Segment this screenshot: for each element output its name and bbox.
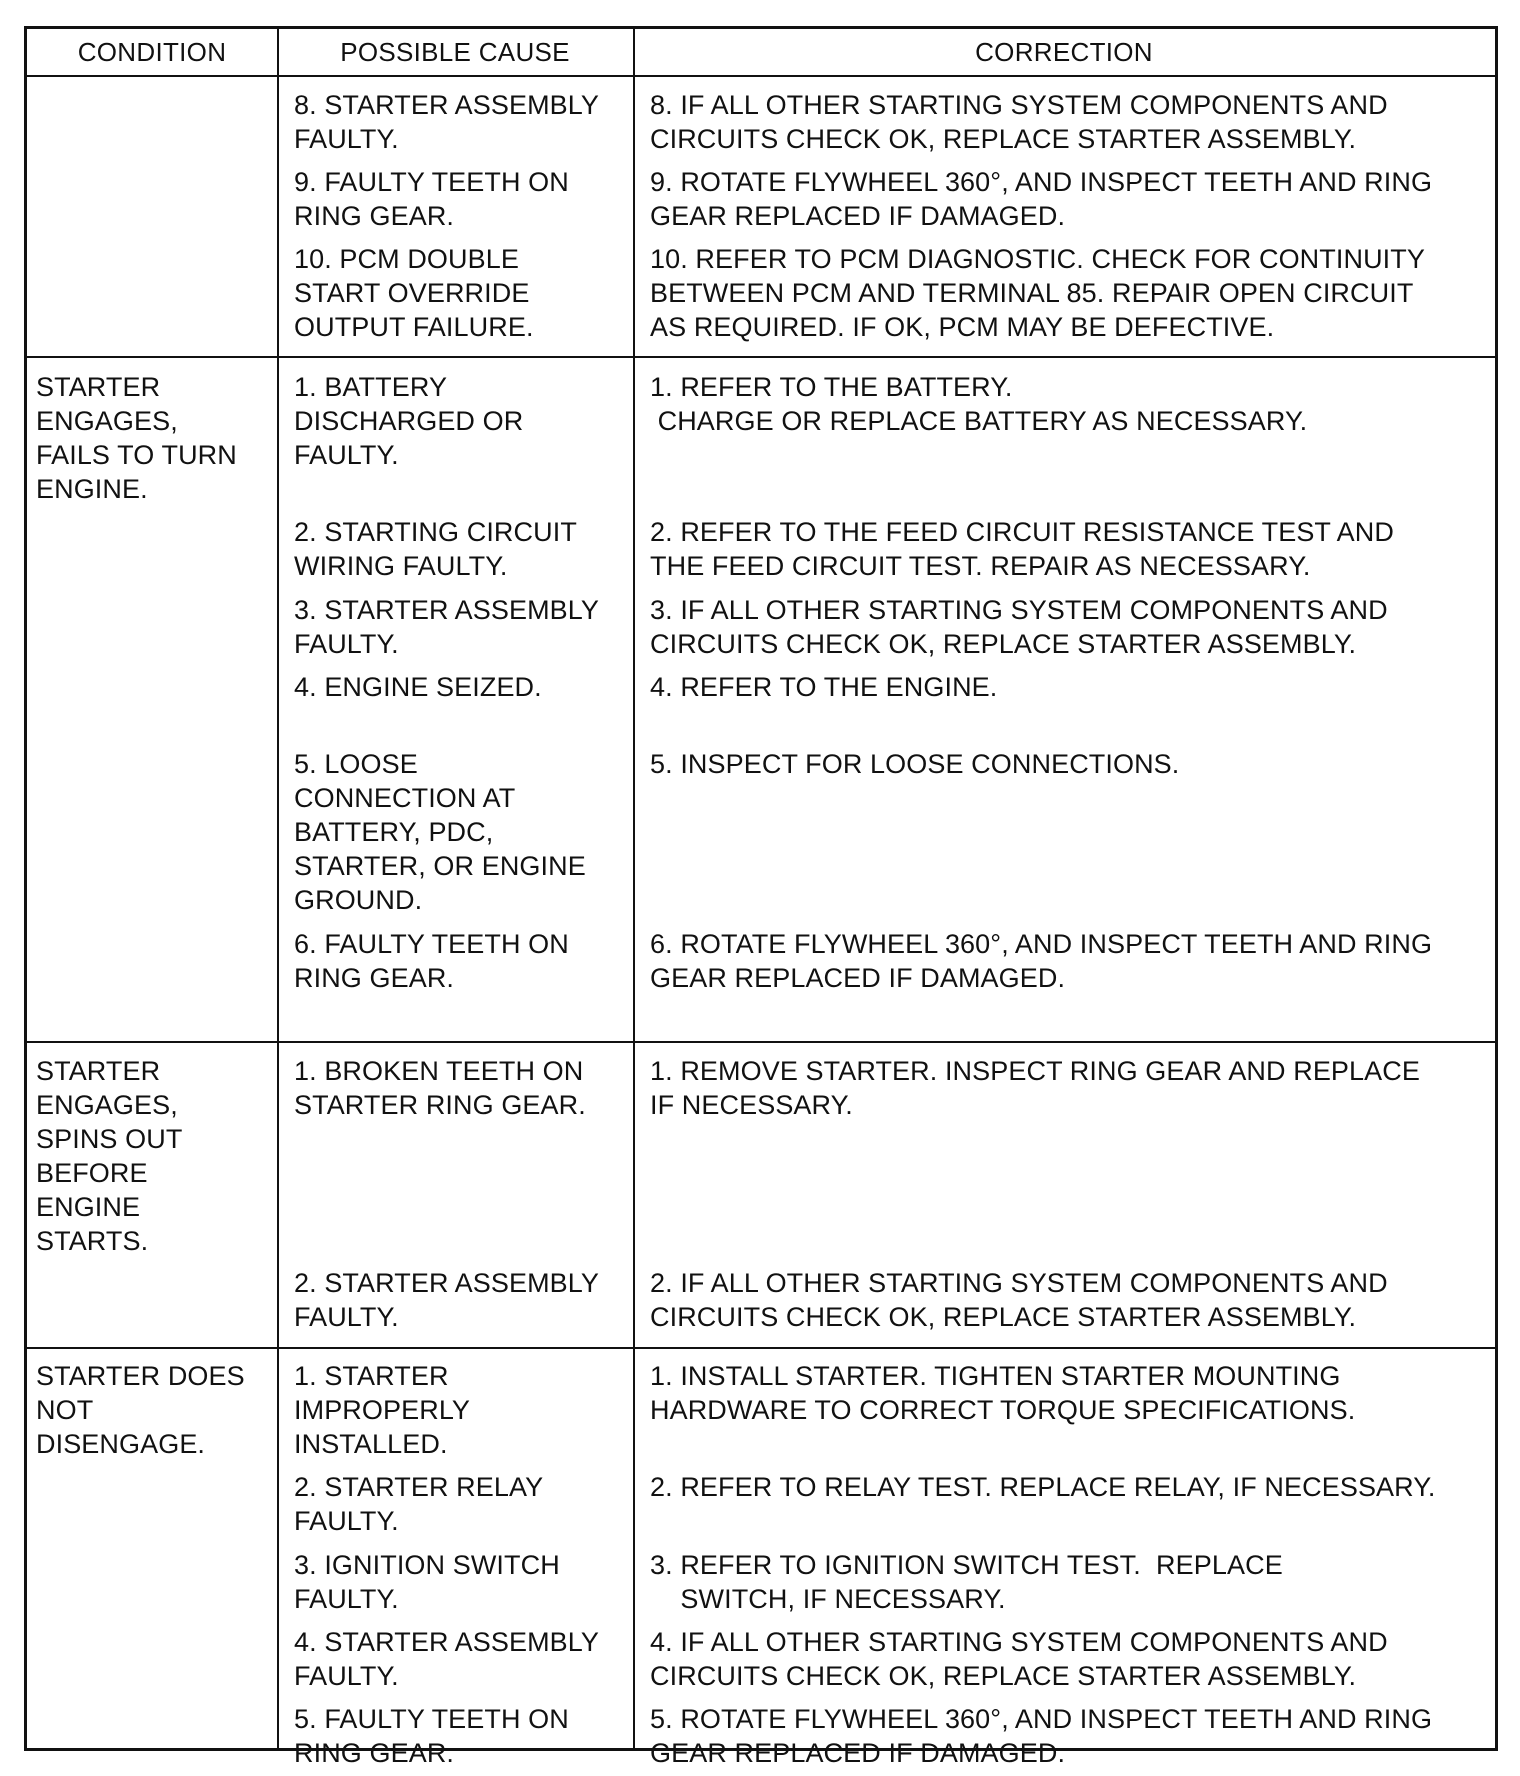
condition-cell: STARTER DOES NOT DISENGAGE. xyxy=(36,1361,245,1459)
header-possible-cause: POSSIBLE CAUSE xyxy=(340,37,570,67)
cause-cell: 2. STARTER RELAY FAULTY. xyxy=(294,1472,544,1536)
cause-cell: 4. STARTER ASSEMBLY FAULTY. xyxy=(294,1627,600,1691)
condition-cell: STARTER ENGAGES, SPINS OUT BEFORE ENGINE STARTS. xyxy=(36,1056,183,1256)
cause-cell: 9. FAULTY TEETH ON RING GEAR. xyxy=(294,167,569,231)
correction-cell: 3. REFER TO IGNITION SWITCH TEST. REPLACE SWITCH, IF NECESSARY. xyxy=(650,1550,1283,1614)
correction-cell: 2. REFER TO RELAY TEST. REPLACE RELAY, IF NECESSARY. xyxy=(650,1472,1436,1502)
correction-cell: 4. REFER TO THE ENGINE. xyxy=(650,672,998,702)
correction-cell: 10. REFER TO PCM DIAGNOSTIC. CHECK FOR CONTINUITY BETWEEN PCM AND TERMINAL 85. REPAIR OPEN CIRCUIT AS REQUIRED. IF OK, PCM MAY BE DEFECTIVE. xyxy=(650,244,1425,342)
cause-cell: 10. PCM DOUBLE START OVERRIDE OUTPUT FAILURE. xyxy=(294,244,534,342)
cause-cell: 3. STARTER ASSEMBLY FAULTY. xyxy=(294,595,600,659)
correction-cell: 5. INSPECT FOR LOOSE CONNECTIONS. xyxy=(650,749,1180,779)
correction-cell: 9. ROTATE FLYWHEEL 360°, AND INSPECT TEETH AND RING GEAR REPLACED IF DAMAGED. xyxy=(650,167,1433,231)
correction-cell: 2. REFER TO THE FEED CIRCUIT RESISTANCE TEST AND THE FEED CIRCUIT TEST. REPAIR AS NECESSARY. xyxy=(650,517,1394,581)
correction-cell: 5. ROTATE FLYWHEEL 360°, AND INSPECT TEETH AND RING GEAR REPLACED IF DAMAGED. xyxy=(650,1704,1433,1768)
correction-cell: 1. INSTALL STARTER. TIGHTEN STARTER MOUNTING HARDWARE TO CORRECT TORQUE SPECIFICATIONS. xyxy=(650,1361,1356,1425)
column-divider-1 xyxy=(277,29,279,1748)
cause-cell: 2. STARTING CIRCUIT WIRING FAULTY. xyxy=(294,517,577,581)
group-divider-1 xyxy=(27,356,1495,358)
correction-cell: 3. IF ALL OTHER STARTING SYSTEM COMPONENTS AND CIRCUITS CHECK OK, REPLACE STARTER ASSEMBLY. xyxy=(650,595,1388,659)
column-divider-2 xyxy=(633,29,635,1748)
correction-cell: 4. IF ALL OTHER STARTING SYSTEM COMPONENTS AND CIRCUITS CHECK OK, REPLACE STARTER ASSEMBLY. xyxy=(650,1627,1388,1691)
cause-cell: 1. BROKEN TEETH ON STARTER RING GEAR. xyxy=(294,1056,586,1120)
cause-cell: 4. ENGINE SEIZED. xyxy=(294,672,542,702)
correction-cell: 6. ROTATE FLYWHEEL 360°, AND INSPECT TEETH AND RING GEAR REPLACED IF DAMAGED. xyxy=(650,929,1433,993)
cause-cell: 5. FAULTY TEETH ON RING GEAR. xyxy=(294,1704,569,1768)
header-divider xyxy=(27,75,1495,77)
cause-cell: 1. BATTERY DISCHARGED OR FAULTY. xyxy=(294,372,524,470)
cause-cell: 6. FAULTY TEETH ON RING GEAR. xyxy=(294,929,569,993)
header-correction: CORRECTION xyxy=(975,37,1153,67)
cause-cell: 3. IGNITION SWITCH FAULTY. xyxy=(294,1550,560,1614)
correction-cell: 8. IF ALL OTHER STARTING SYSTEM COMPONENTS AND CIRCUITS CHECK OK, REPLACE STARTER ASSEMBLY. xyxy=(650,90,1388,154)
correction-cell: 1. REMOVE STARTER. INSPECT RING GEAR AND REPLACE IF NECESSARY. xyxy=(650,1056,1420,1120)
diagnosis-table xyxy=(24,26,1498,1768)
cause-cell: 5. LOOSE CONNECTION AT BATTERY, PDC, STARTER, OR ENGINE GROUND. xyxy=(294,749,586,915)
group-divider-2 xyxy=(27,1041,1495,1043)
cause-cell: 2. STARTER ASSEMBLY FAULTY. xyxy=(294,1268,600,1332)
condition-cell: STARTER ENGAGES, FAILS TO TURN ENGINE. xyxy=(36,372,237,504)
correction-cell: 2. IF ALL OTHER STARTING SYSTEM COMPONENTS AND CIRCUITS CHECK OK, REPLACE STARTER ASSEMBLY. xyxy=(650,1268,1388,1332)
correction-cell: 1. REFER TO THE BATTERY. CHARGE OR REPLACE BATTERY AS NECESSARY. xyxy=(650,372,1308,436)
cause-cell: 8. STARTER ASSEMBLY FAULTY. xyxy=(294,90,600,154)
group-divider-3 xyxy=(27,1347,1495,1349)
cause-cell: 1. STARTER IMPROPERLY INSTALLED. xyxy=(294,1361,471,1459)
header-condition: CONDITION xyxy=(77,37,227,67)
